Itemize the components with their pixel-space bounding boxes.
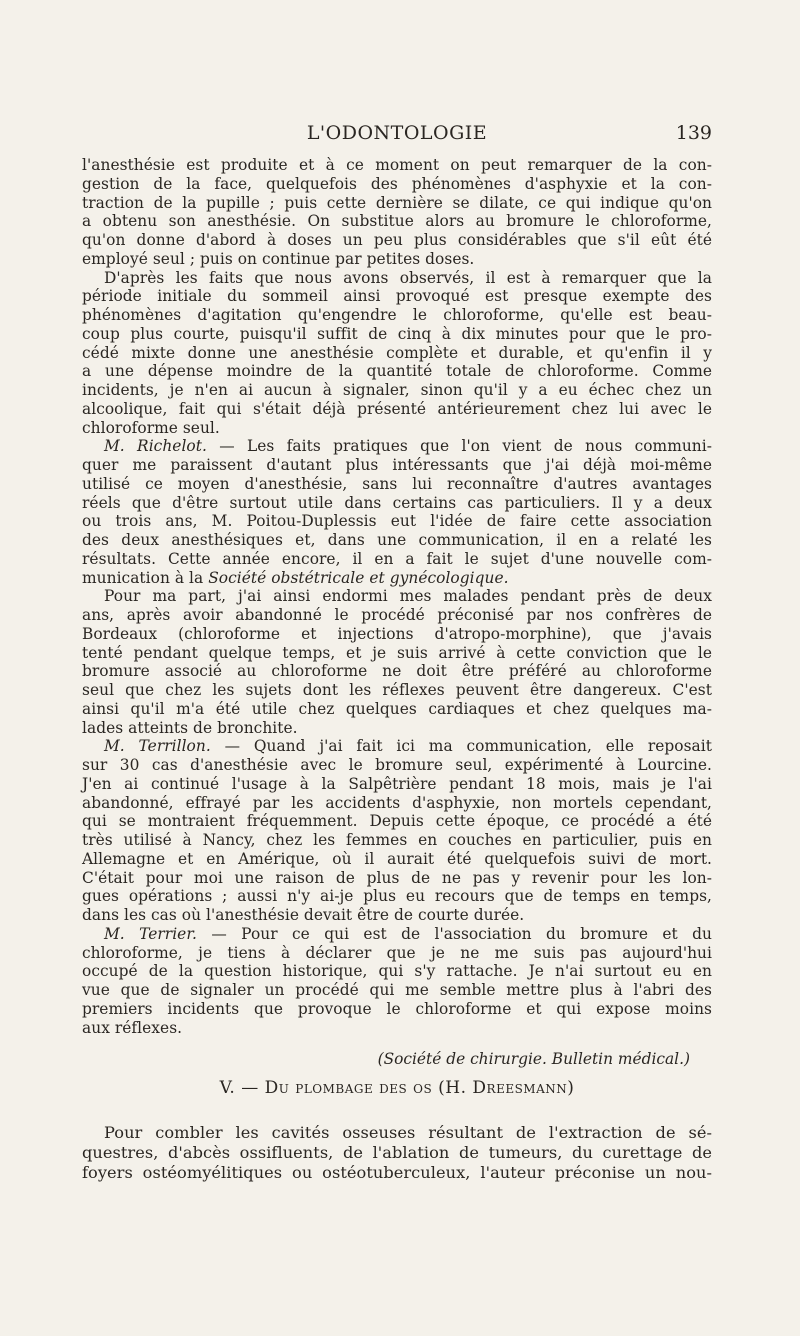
- text-line: seul que chez les sujets dont les réflexes peuvent être dangereux. C'est: [82, 681, 712, 699]
- text-fragment: munication à la: [82, 568, 209, 587]
- text-line: [82, 437, 712, 456]
- text-line: chloroforme, je tiens à déclarer que je ne me suis pas aujourd'hui: [82, 943, 712, 962]
- main-text: [82, 156, 712, 1071]
- heading-fragment: ): [567, 1078, 575, 1098]
- text-line: C'était pour moi une raison de plus de ne pas y revenir pour les lon-: [82, 868, 712, 887]
- text-line: questres, d'abcès ossifluents, de l'ablation de tumeurs, du curettage de: [82, 1143, 712, 1162]
- text-line: ainsi qu'il m'a été utile chez quelques cardiaques et chez quelques ma-: [82, 699, 712, 718]
- text-line: réels que d'être surtout utile dans certains cas particuliers. Il y a deux: [82, 493, 712, 512]
- text-line: des deux anesthésiques et, dans une communication, il en a relaté les: [82, 531, 712, 549]
- text-line: [82, 737, 712, 756]
- text-line: qui se montraient fréquemment. Depuis cette époque, ce procédé a été: [82, 812, 712, 831]
- text-fragment: — Les faits pratiques que l'on vient de nous communi-: [206, 437, 712, 456]
- text-line: phénomènes d'agitation qu'engendre le chloroforme, qu'elle est beau-: [82, 306, 712, 324]
- text-line: Allemagne et en Amérique, où il aurait été quelquefois suivi de mort.: [82, 849, 712, 868]
- text-line: résultats. Cette année encore, il en a fait le sujet d'une nouvelle com-: [82, 549, 712, 568]
- text-line: dans les cas où l'anesthésie devait être de courte durée.: [82, 906, 525, 924]
- text-line: bromure associé au chloroforme ne doit être préféré au chloroforme: [82, 662, 712, 681]
- text-line: quer me paraissent d'autant plus intéressants que j'ai déjà moi-même: [82, 456, 712, 474]
- text-line: [82, 925, 712, 944]
- text-line: ou trois ans, M. Poitou-Duplessis eut l'idée de faire cette association: [82, 512, 712, 531]
- text-line: Bordeaux (chloroforme et injections d'atropo-morphine), que j'avais: [82, 624, 712, 643]
- text-line: période initiale du sommeil ainsi provoqué est presque exempte des: [82, 287, 712, 306]
- speaker-name: M. Terrillon.: [104, 737, 211, 756]
- heading-fragment: u plombage des os: [278, 1078, 433, 1098]
- speaker-name: M. Terrier.: [104, 924, 197, 943]
- text-line: D'après les faits que nous avons observés, il est à remarquer que la: [104, 268, 712, 287]
- text-line: gestion de la face, quelquefois des phénomènes d'asphyxie et la con-: [82, 174, 712, 193]
- source-citation: (Société de chirurgie. Bulletin médical.): [377, 1050, 690, 1069]
- text-line: l'anesthésie est produite et à ce moment on peut remarquer de la con-: [82, 156, 712, 174]
- text-line: alcoolique, fait qui s'était déjà présenté antérieurement chez lui avec le: [82, 399, 712, 418]
- running-title: L'ODONTOLOGIE: [306, 122, 488, 144]
- text-fragment: — Pour ce qui est de l'association du bromure et du: [197, 924, 712, 943]
- text-line: J'en ai continué l'usage à la Salpêtrière pendant 18 mois, mais je l'ai: [82, 774, 712, 793]
- text-line: a obtenu son anesthésie. On substitue alors au bromure le chloroforme,: [82, 212, 712, 231]
- page-header: [82, 118, 712, 148]
- text-line: employé seul ; puis on continue par petites doses.: [82, 249, 475, 268]
- text-line: traction de la pupille ; puis cette dernière se dilate, ce qui indique qu'on: [82, 193, 712, 212]
- text-line: lades atteints de bronchite.: [82, 718, 298, 737]
- text-line: Pour ma part, j'ai ainsi endormi mes malades pendant près de deux: [104, 587, 712, 606]
- society-name: Société obstétricale et gynécologique.: [208, 568, 509, 587]
- text-line: sur 30 cas d'anesthésie avec le bromure seul, expérimenté à Lourcine.: [82, 756, 712, 774]
- text-line: ans, après avoir abandonné le procédé préconisé par nos confrères de: [82, 606, 712, 624]
- text-line: Pour combler les cavités osseuses résultant de l'extraction de sé-: [104, 1123, 712, 1142]
- text-line: incidents, je n'en ai aucun à signaler, sinon qu'il y a eu échec chez un: [82, 381, 712, 399]
- page-number: 139: [675, 122, 712, 144]
- text-line: coup plus courte, puisqu'il suffit de cinq à dix minutes pour que le pro-: [82, 324, 712, 343]
- text-line: [82, 569, 712, 588]
- text-line: gues opérations ; aussi n'y ai-je plus eu recours que de temps en temps,: [82, 887, 712, 906]
- text-fragment: — Quand j'ai fait ici ma communication, elle reposait: [210, 737, 712, 756]
- text-line: cédé mixte donne une anesthésie complète et durable, et qu'enfin il y: [82, 343, 712, 362]
- heading-fragment: (H. D: [432, 1078, 487, 1098]
- heading-fragment: V. — D: [219, 1078, 279, 1098]
- text-line: très utilisé à Nancy, chez les femmes en couches en particulier, puis en: [82, 831, 712, 849]
- text-line: vue que de signaler un procédé qui me semble mettre plus à l'abri des: [82, 981, 712, 999]
- text-line: foyers ostéomyélitiques ou ostéotuberculeux, l'auteur préconise un nou-: [82, 1163, 712, 1182]
- text-line: aux réflexes.: [82, 1018, 183, 1037]
- section-heading: [82, 1078, 712, 1098]
- text-line: abandonné, effrayé par les accidents d'asphyxie, non mortels cependant,: [82, 793, 712, 812]
- text-line: tenté pendant quelque temps, et je suis arrivé à cette conviction que le: [82, 643, 712, 662]
- speaker-name: M. Richelot.: [104, 437, 207, 456]
- text-line: utilisé ce moyen d'anesthésie, sans lui reconnaître d'autres avantages: [82, 474, 712, 493]
- text-line: occupé de la question historique, qui s'y rattache. Je n'ai surtout eu en: [82, 962, 712, 981]
- section-text: [82, 1123, 712, 1183]
- text-line: premiers incidents que provoque le chloroforme et qui expose moins: [82, 999, 712, 1018]
- text-line: a une dépense moindre de la quantité totale de chloroforme. Comme: [82, 362, 712, 381]
- heading-fragment: reesmann: [486, 1078, 568, 1098]
- text-line: chloroforme seul.: [82, 418, 220, 437]
- text-line: qu'on donne d'abord à doses un peu plus considérables que s'il eût été: [82, 231, 712, 249]
